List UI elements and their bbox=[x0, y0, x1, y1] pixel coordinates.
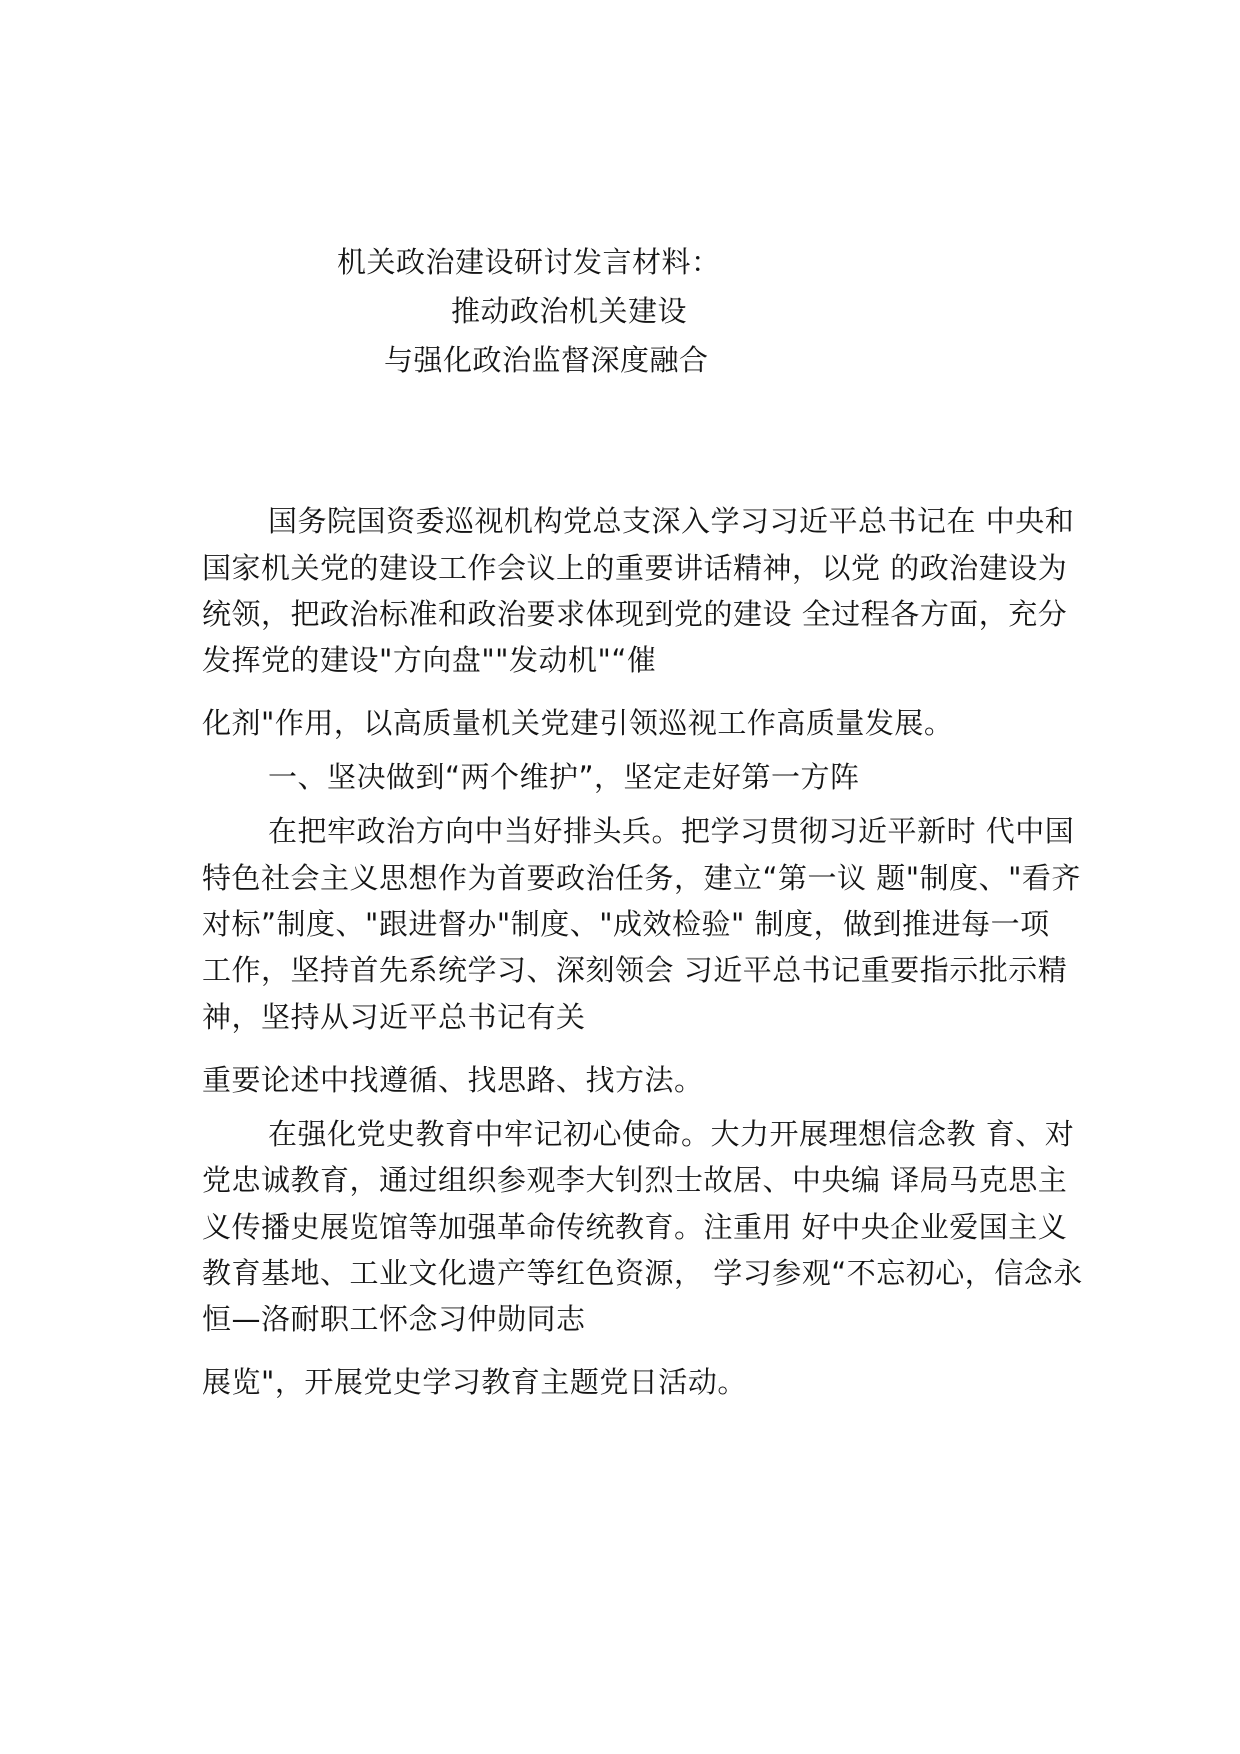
paragraph-3-line-2: 党忠诚教育，通过组织参观李大钊烈士故居、中央编 译局马克思主 bbox=[202, 1163, 1068, 1197]
paragraph-1-line-1: 国务院国资委巡视机构党总支深入学习习近平总书记在 中央和 bbox=[268, 504, 1075, 538]
section-heading-1: 一、坚决做到“两个维护”，坚定走好第一方阵 bbox=[268, 760, 860, 794]
paragraph-2-line-6: 重要论述中找遵循、找思路、找方法。 bbox=[202, 1063, 704, 1097]
paragraph-3-line-5: 恒—洛耐职工怀念习仲勋同志 bbox=[202, 1302, 586, 1336]
title-line-2: 推动政治机关建设 bbox=[451, 294, 688, 328]
paragraph-3-line-3: 义传播史展览馆等加强革命传统教育。注重用 好中央企业爱国主义 bbox=[202, 1210, 1068, 1244]
paragraph-2-line-3: 对标”制度、"跟进督办"制度、"成效检验" 制度，做到推进每一项 bbox=[202, 907, 1050, 941]
paragraph-1-line-2: 国家机关党的建设工作会议上的重要讲话精神，以党 的政治建设为 bbox=[202, 551, 1068, 585]
paragraph-1-line-3: 统领，把政治标准和政治要求体现到党的建设 全过程各方面，充分 bbox=[202, 597, 1068, 631]
paragraph-2-line-5: 神，坚持从习近平总书记有关 bbox=[202, 1000, 586, 1034]
paragraph-2-line-4: 工作，坚持首先系统学习、深刻领会 习近平总书记重要指示批示精 bbox=[202, 953, 1068, 987]
paragraph-2-line-1: 在把牢政治方向中当好排头兵。把学习贯彻习近平新时 代中国 bbox=[268, 814, 1075, 848]
paragraph-3-line-1: 在强化党史教育中牢记初心使命。大力开展理想信念教 育、对 bbox=[268, 1117, 1075, 1151]
paragraph-1-line-4: 发挥党的建设"方向盘""发动机"“催 bbox=[202, 643, 657, 677]
paragraph-3-line-6: 展览"，开展党史学习教育主题党日活动。 bbox=[202, 1365, 747, 1399]
paragraph-3-line-4: 教育基地、工业文化遗产等红色资源， 学习参观“不忘初心，信念永 bbox=[202, 1256, 1083, 1290]
title-line-1: 机关政治建设研讨发言材料： bbox=[337, 245, 721, 279]
title-line-3: 与强化政治监督深度融合 bbox=[384, 343, 709, 377]
paragraph-1-line-5: 化剂"作用，以高质量机关党建引领巡视工作高质量发展。 bbox=[202, 706, 954, 740]
paragraph-2-line-2: 特色社会主义思想作为首要政治任务，建立“第一议 题"制度、"看齐 bbox=[202, 861, 1081, 895]
